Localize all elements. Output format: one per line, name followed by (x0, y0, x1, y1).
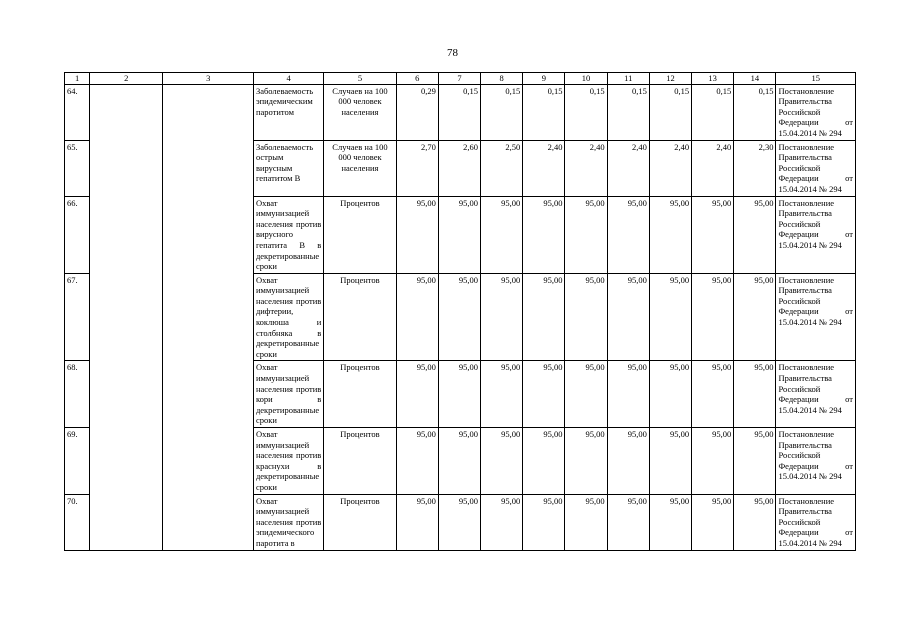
value-cell: 95,00 (565, 428, 607, 495)
value-cell: 95,00 (438, 361, 480, 428)
value-cell: 95,00 (734, 428, 776, 495)
value-cell: 2,70 (396, 140, 438, 196)
indicator-name-cell: Охват иммунизацией населения против краснухи в декретированные сроки (253, 428, 323, 495)
indicator-name-cell: Заболеваемость острым вирусным гепатитом В (253, 140, 323, 196)
value-cell: 95,00 (523, 361, 565, 428)
value-cell: 0,15 (734, 84, 776, 140)
value-cell: 95,00 (565, 273, 607, 361)
indicator-name-cell: Охват иммунизацией населения против дифтерии, коклюша и столбняка в декретированные сроки (253, 273, 323, 361)
unit-cell: Процентов (324, 196, 396, 273)
row-number-cell: 66. (65, 196, 90, 273)
row-number-cell: 68. (65, 361, 90, 428)
value-cell: 95,00 (565, 196, 607, 273)
value-cell: 0,15 (649, 84, 691, 140)
value-cell: 95,00 (649, 428, 691, 495)
value-cell: 95,00 (396, 196, 438, 273)
page-number: 78 (447, 47, 458, 59)
column-header: 1 (65, 73, 90, 85)
source-cell: Постановление Правительства Российской Федерации от 15.04.2014 № 294 (776, 361, 856, 428)
value-cell: 95,00 (607, 361, 649, 428)
source-cell: Постановление Правительства Российской Федерации от 15.04.2014 № 294 (776, 196, 856, 273)
source-cell: Постановление Правительства Российской Федерации от 15.04.2014 № 294 (776, 273, 856, 361)
value-cell: 95,00 (607, 196, 649, 273)
value-cell: 95,00 (438, 428, 480, 495)
unit-cell: Процентов (324, 273, 396, 361)
value-cell: 0,15 (607, 84, 649, 140)
column-header: 8 (481, 73, 523, 85)
value-cell: 0,15 (481, 84, 523, 140)
column-header: 7 (438, 73, 480, 85)
column-2-merged-cell (90, 84, 163, 550)
value-cell: 95,00 (396, 273, 438, 361)
value-cell: 2,40 (565, 140, 607, 196)
column-header: 13 (692, 73, 734, 85)
source-cell: Постановление Правительства Российской Федерации от 15.04.2014 № 294 (776, 494, 856, 550)
value-cell: 0,15 (565, 84, 607, 140)
column-numbers-row (65, 73, 856, 85)
value-cell: 95,00 (607, 494, 649, 550)
row-number-cell: 69. (65, 428, 90, 495)
column-header: 5 (324, 73, 396, 85)
value-cell: 95,00 (523, 196, 565, 273)
value-cell: 2,50 (481, 140, 523, 196)
value-cell: 95,00 (607, 273, 649, 361)
value-cell: 95,00 (481, 494, 523, 550)
value-cell: 95,00 (692, 196, 734, 273)
value-cell: 95,00 (692, 494, 734, 550)
value-cell: 95,00 (481, 428, 523, 495)
column-header: 12 (649, 73, 691, 85)
value-cell: 95,00 (649, 361, 691, 428)
source-cell: Постановление Правительства Российской Федерации от 15.04.2014 № 294 (776, 428, 856, 495)
unit-cell: Процентов (324, 361, 396, 428)
value-cell: 95,00 (438, 196, 480, 273)
source-cell: Постановление Правительства Российской Федерации от 15.04.2014 № 294 (776, 84, 856, 140)
value-cell: 95,00 (692, 361, 734, 428)
column-header: 10 (565, 73, 607, 85)
column-3-merged-cell (163, 84, 253, 550)
indicator-name-cell: Заболеваемость эпидемическим паротитом (253, 84, 323, 140)
value-cell: 95,00 (523, 273, 565, 361)
indicators-table (64, 72, 856, 551)
unit-cell: Процентов (324, 494, 396, 550)
value-cell: 95,00 (734, 361, 776, 428)
source-cell: Постановление Правительства Российской Федерации от 15.04.2014 № 294 (776, 140, 856, 196)
value-cell: 95,00 (649, 494, 691, 550)
unit-cell: Процентов (324, 428, 396, 495)
value-cell: 2,30 (734, 140, 776, 196)
value-cell: 95,00 (481, 196, 523, 273)
column-header: 3 (163, 73, 253, 85)
value-cell: 95,00 (734, 196, 776, 273)
unit-cell: Случаев на 100 000 человек населения (324, 140, 396, 196)
value-cell: 95,00 (438, 273, 480, 361)
row-number-cell: 65. (65, 140, 90, 196)
value-cell: 0,29 (396, 84, 438, 140)
value-cell: 95,00 (734, 273, 776, 361)
value-cell: 0,15 (523, 84, 565, 140)
value-cell: 95,00 (396, 428, 438, 495)
value-cell: 95,00 (734, 494, 776, 550)
column-header: 2 (90, 73, 163, 85)
value-cell: 95,00 (523, 494, 565, 550)
unit-cell: Случаев на 100 000 человек населения (324, 84, 396, 140)
value-cell: 2,40 (523, 140, 565, 196)
value-cell: 0,15 (438, 84, 480, 140)
value-cell: 95,00 (481, 361, 523, 428)
value-cell: 95,00 (565, 361, 607, 428)
value-cell: 95,00 (607, 428, 649, 495)
indicator-name-cell: Охват иммунизацией населения против кори в декретированные сроки (253, 361, 323, 428)
value-cell: 0,15 (692, 84, 734, 140)
column-header: 11 (607, 73, 649, 85)
row-number-cell: 67. (65, 273, 90, 361)
value-cell: 95,00 (692, 428, 734, 495)
value-cell: 95,00 (649, 273, 691, 361)
table-row (65, 84, 856, 140)
value-cell: 2,40 (607, 140, 649, 196)
column-header: 15 (776, 73, 856, 85)
row-number-cell: 64. (65, 84, 90, 140)
value-cell: 2,40 (649, 140, 691, 196)
value-cell: 2,60 (438, 140, 480, 196)
value-cell: 95,00 (396, 361, 438, 428)
indicator-name-cell: Охват иммунизацией населения против вирусного гепатита В в декретированные сроки (253, 196, 323, 273)
value-cell: 95,00 (649, 196, 691, 273)
row-number-cell: 70. (65, 494, 90, 550)
column-header: 14 (734, 73, 776, 85)
column-header: 9 (523, 73, 565, 85)
value-cell: 95,00 (692, 273, 734, 361)
value-cell: 95,00 (396, 494, 438, 550)
value-cell: 2,40 (692, 140, 734, 196)
value-cell: 95,00 (438, 494, 480, 550)
column-header: 6 (396, 73, 438, 85)
column-header: 4 (253, 73, 323, 85)
indicator-name-cell: Охват иммунизацией населения против эпидемического паротита в (253, 494, 323, 550)
value-cell: 95,00 (481, 273, 523, 361)
value-cell: 95,00 (523, 428, 565, 495)
value-cell: 95,00 (565, 494, 607, 550)
